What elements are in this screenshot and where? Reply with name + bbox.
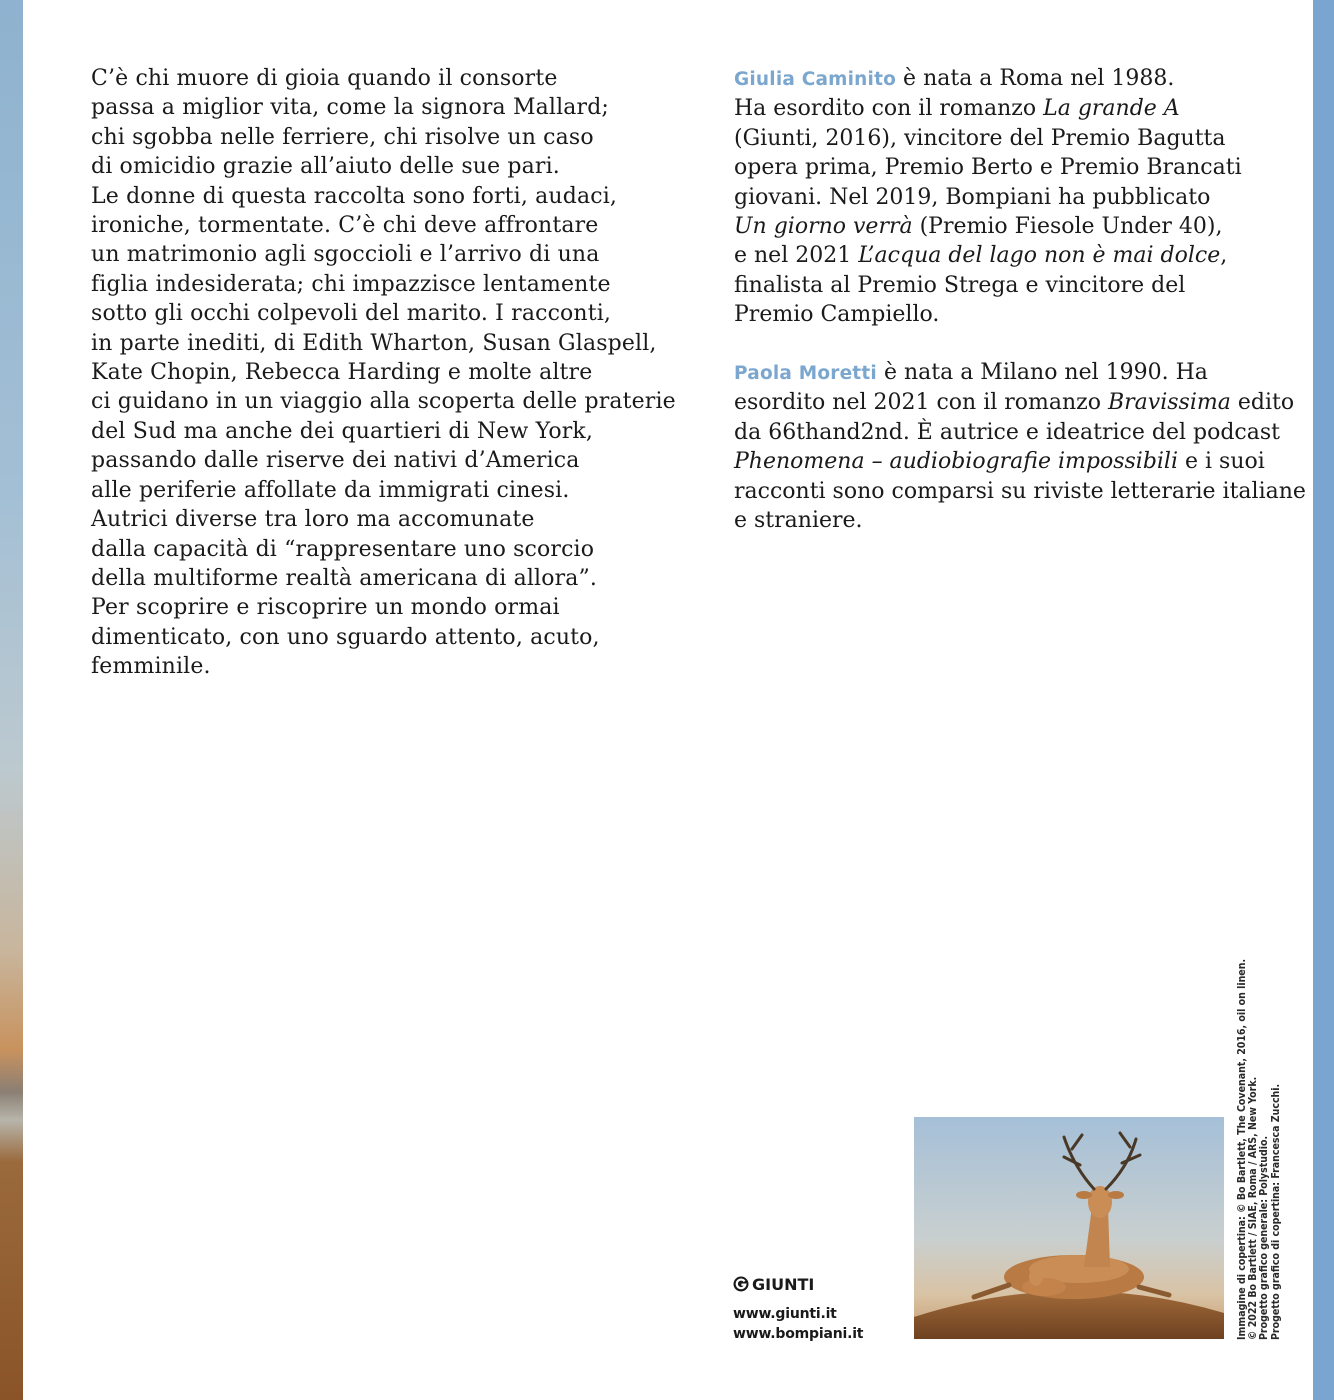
blurb-line: dalla capacità di “rappresentare uno scorcio <box>91 536 595 562</box>
blurb-line: sotto gli occhi colpevoli del marito. I racconti, <box>91 301 612 327</box>
author-bio-caminito: Giulia Caminito è nata a Roma nel 1988. Ha esordito con il romanzo La grande A (Giunti, 2016), vincitore del Premio Bagutta opera prima, Premio Berto e Premio Brancati giovani. Nel 2019, Bompiani ha pubblicato Un giorno verrà (Premio Fiesole Under 40), e nel 2021 L’acqua del lago non è mai dolce, finalista al Premio Strega e vincitore del Premio Campiello. <box>734 66 1242 328</box>
book-title: Bravissima <box>1108 390 1231 416</box>
giunti-g-icon <box>733 1276 749 1292</box>
book-title: L’acqua del lago non è mai dolce <box>858 243 1221 269</box>
blurb-line: in parte inediti, di Edith Wharton, Susan Glaspell, <box>91 330 657 356</box>
image-credits: Immagine di copertina: © Bo Bartlett, The Covenant, 2016, oil on linen. © 2022 Bo Bartlett / SIAE, Roma / ARS, New York. Progetto grafico generale: Polystudio. Progetto grafico di copertina: Francesca Zucchi. <box>1236 958 1282 1340</box>
book-title: La grande A <box>1043 96 1180 122</box>
blurb-line: un matrimonio agli sgoccioli e l’arrivo di una <box>91 242 600 268</box>
blurb-line: chi sgobba nelle ferriere, chi risolve un caso <box>91 124 594 150</box>
blurb-line: Autrici diverse tra loro ma accomunate <box>91 507 535 533</box>
author-name: Paola Moretti <box>734 363 877 384</box>
blurb-line: Kate Chopin, Rebecca Harding e molte altre <box>91 360 593 386</box>
website-link-giunti[interactable]: www.giunti.it <box>733 1306 837 1322</box>
blurb-line: femminile. <box>91 654 211 680</box>
giunti-logo: GIUNTI <box>733 1272 814 1296</box>
blurb-line: Le donne di questa raccolta sono forti, audaci, <box>91 183 618 209</box>
blurb-line: ironiche, tormentate. C’è chi deve affrontare <box>91 213 599 239</box>
blurb-line: alle periferie affollate da immigrati cinesi. <box>91 477 570 503</box>
podcast-title: Phenomena – audiobiografie impossibili <box>734 449 1179 475</box>
blurb-line: passando dalle riserve dei nativi d’America <box>91 448 580 474</box>
cover-painting-thumbnail <box>914 1117 1224 1339</box>
cover-flap-right <box>1313 0 1334 1400</box>
cover-edge-left <box>0 0 23 1400</box>
blurb-line: C’è chi muore di gioia quando il consorte <box>91 66 558 91</box>
book-title: Un giorno verrà <box>734 214 913 240</box>
back-cover-blurb <box>91 64 676 682</box>
blurb-line: della multiforme realtà americana di allora”. <box>91 565 598 591</box>
author-name: Giulia Caminito <box>734 69 897 90</box>
author-bio-moretti: Paola Moretti è nata a Milano nel 1990. Ha esordito nel 2021 con il romanzo Bravissima edito da 66thand2nd. È autrice e ideatrice del podcast Phenomena – audiobiografie impossibili e i suoi racconti sono comparsi su riviste letterarie italiane e straniere. <box>734 360 1306 534</box>
blurb-line: figlia indesiderata; chi impazzisce lentamente <box>91 271 611 297</box>
blurb-line: passa a miglior vita, come la signora Mallard; <box>91 95 609 121</box>
website-link-bompiani[interactable]: www.bompiani.it <box>733 1326 864 1342</box>
blurb-line: Per scoprire e riscoprire un mondo ormai <box>91 595 560 621</box>
blurb-line: di omicidio grazie all’aiuto delle sue pari. <box>91 154 560 180</box>
blurb-line: dimenticato, con uno sguardo attento, acuto, <box>91 624 600 650</box>
blurb-line: del Sud ma anche dei quartieri di New York, <box>91 418 594 444</box>
blurb-line: ci guidano in un viaggio alla scoperta delle praterie <box>91 389 676 415</box>
